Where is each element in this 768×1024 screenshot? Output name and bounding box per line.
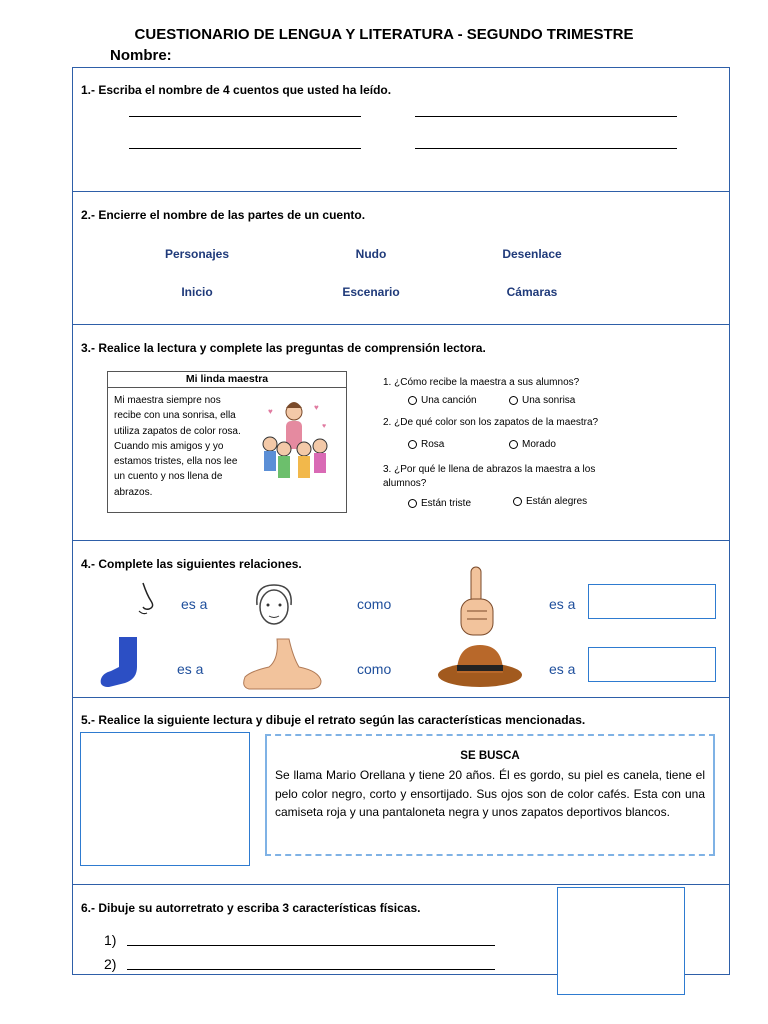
svg-text:♥: ♥ xyxy=(322,423,327,430)
option-radio[interactable] xyxy=(509,395,575,406)
svg-text:♥: ♥ xyxy=(268,407,273,416)
comprehension-question: 3. ¿Por qué le llena de abrazos la maestra a los alumnos? xyxy=(383,464,596,489)
option-radio[interactable] xyxy=(509,439,556,450)
radio-circle-icon xyxy=(513,497,522,506)
question-4: 4.- Complete las siguientes relaciones. xyxy=(81,557,302,571)
radio-circle-icon xyxy=(408,396,417,405)
section-2 xyxy=(72,191,730,325)
answer-box[interactable] xyxy=(588,647,716,682)
teacher-children-illustration xyxy=(248,394,338,494)
option-label: Una canción xyxy=(421,395,477,406)
section-5 xyxy=(72,697,730,885)
reading-box xyxy=(107,371,347,513)
radio-circle-icon xyxy=(509,396,518,405)
reading-text: Mi maestra siempre nos recibe con una sonrisa, ella utiliza zapatos de color rosa. Cuando mis amigos y yo estamos tristes, ella nos lee un cuento y nos llena de abrazos. xyxy=(114,395,241,498)
section-4 xyxy=(72,540,730,698)
reading-title: Mi linda maestra xyxy=(108,372,346,388)
answer-box[interactable] xyxy=(588,584,716,619)
option-label: Una sonrisa xyxy=(522,395,576,406)
face-icon xyxy=(251,581,297,627)
wanted-poster xyxy=(265,734,715,856)
word-option[interactable]: Escenario xyxy=(342,285,400,299)
question-2: 2.- Encierre el nombre de las partes de un cuento. xyxy=(81,208,366,222)
sock-icon xyxy=(97,635,149,691)
answer-line[interactable] xyxy=(129,148,361,149)
relation-es-a: es a xyxy=(549,661,576,677)
answer-line[interactable] xyxy=(127,945,495,946)
relation-es-a: es a xyxy=(177,661,204,677)
foot-icon xyxy=(239,637,325,691)
hat-icon xyxy=(435,639,525,691)
poster-text: Se llama Mario Orellana y tiene 20 años. Él es gordo, su piel es canela, tiene el pelo color negro, corto y ensortijado. Sus ojos son de color cafés. Esta con una camiseta roja y una pantaloneta negra y unos zapatos deportivos blancos. xyxy=(275,768,705,819)
item-number: 1) xyxy=(104,932,117,948)
radio-circle-icon xyxy=(408,499,417,508)
option-radio[interactable] xyxy=(408,439,444,450)
question-5: 5.- Realice la siguiente lectura y dibuje el retrato según las características mencionadas. xyxy=(81,713,586,727)
option-radio[interactable] xyxy=(408,498,471,509)
option-label: Están alegres xyxy=(526,496,588,507)
question-3: 3.- Realice la lectura y complete las preguntas de comprensión lectora. xyxy=(81,341,486,355)
relation-como: como xyxy=(357,661,392,677)
page-title: CUESTIONARIO DE LENGUA Y LITERATURA - SEGUNDO TRIMESTRE xyxy=(134,26,634,43)
section-3 xyxy=(72,324,730,541)
word-option[interactable]: Cámaras xyxy=(506,285,558,299)
option-label: Están triste xyxy=(421,498,472,509)
nose-icon xyxy=(131,581,161,621)
option-label: Morado xyxy=(522,439,556,450)
relation-como: como xyxy=(357,596,392,612)
question-6: 6.- Dibuje su autorretrato y escriba 3 características físicas. xyxy=(81,901,421,915)
drawing-box[interactable] xyxy=(80,732,250,866)
option-label: Rosa xyxy=(421,439,445,450)
self-portrait-box[interactable] xyxy=(557,887,685,995)
comprehension-question: 2. ¿De qué color son los zapatos de la maestra? xyxy=(383,417,599,428)
radio-circle-icon xyxy=(408,440,417,449)
answer-line[interactable] xyxy=(129,116,361,117)
answer-line[interactable] xyxy=(415,148,677,149)
radio-circle-icon xyxy=(509,440,518,449)
word-option[interactable]: Desenlace xyxy=(502,247,562,261)
word-option[interactable]: Nudo xyxy=(355,247,387,261)
answer-line[interactable] xyxy=(127,969,495,970)
option-radio[interactable] xyxy=(513,496,587,507)
name-label: Nombre: xyxy=(110,47,172,64)
section-1 xyxy=(72,67,730,192)
svg-text:♥: ♥ xyxy=(314,403,319,412)
relation-es-a: es a xyxy=(549,596,576,612)
finger-pointing-up-icon xyxy=(455,565,499,641)
relation-es-a: es a xyxy=(181,596,208,612)
option-radio[interactable] xyxy=(408,395,477,406)
poster-title: SE BUSCA xyxy=(460,750,520,762)
question-1: 1.- Escriba el nombre de 4 cuentos que usted ha leído. xyxy=(81,83,392,97)
word-option[interactable]: Personajes xyxy=(164,247,230,261)
item-number: 2) xyxy=(104,956,117,972)
answer-line[interactable] xyxy=(415,116,677,117)
word-option[interactable]: Inicio xyxy=(181,285,213,299)
comprehension-question: 1. ¿Cómo recibe la maestra a sus alumnos? xyxy=(383,377,580,388)
